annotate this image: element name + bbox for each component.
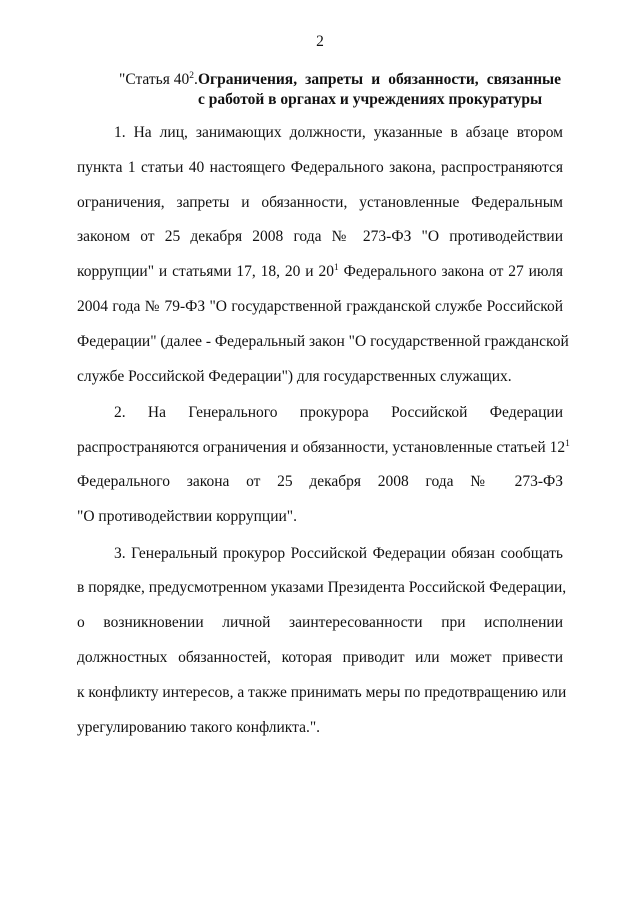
paragraph-line: о возникновении личной заинтересованности при исполнении [77,614,563,632]
article-number [119,70,198,90]
article-number-superscript: 2 [189,70,194,81]
superscript-index: 1 [565,438,570,449]
paragraph-line [77,255,563,290]
paragraph-line: Федерального закона от 25 декабря 2008 года № 273-ФЗ [77,473,563,491]
paragraph-line: 2. На Генерального прокурора Российской Федерации [114,403,563,421]
superscript-index: 1 [333,263,339,274]
article-body [77,116,570,745]
paragraph-line: 1. На лиц, занимающих должности, указанные в абзаце втором [114,124,563,141]
paragraph-line: урегулированию такого конфликта.". [77,718,321,736]
paragraph-line: законом от 25 декабря 2008 года № 273-ФЗ "О противодействии [77,228,563,246]
paragraph-line: пункта 1 статьи 40 настоящего Федерального закона, распространяются [77,158,563,176]
paragraph-line: "О противодействии коррупции". [77,508,297,526]
article-title [198,70,561,110]
paragraph-2 [77,396,570,535]
paragraph-1 [77,116,569,394]
paragraph-line: 2004 года № 79-ФЗ "О государственной гражданской службе Российской [77,297,563,315]
paragraph-line [77,431,570,466]
paragraph-line: в порядке, предусмотренном указами Президента Российской Федерации, [77,579,567,597]
paragraph-line: ограничения, запреты и обязанности, установленные Федеральным [77,193,563,211]
paragraph-line-part: коррупции" и статьями 17, 18, 20 и 20 [77,263,334,281]
paragraph-line-part: распространяются ограничения и обязанности, установленные статьей 12 [77,438,566,456]
article-title-line-2: с работой в органах и учреждениях прокуратуры [198,91,543,108]
paragraph-line: к конфликту интересов, а также принимать меры по предотвращению или [77,683,567,701]
article-number-dot: . [194,71,198,88]
page-number: 2 [316,33,324,50]
paragraph-3 [77,537,567,746]
paragraph-line: Федерации" (далее - Федеральный закон "О государственной гражданской [77,332,569,350]
article-title-line-1: Ограничения, запреты и обязанности, связанные [198,71,561,88]
paragraph-line: службе Российской Федерации") для государственных служащих. [77,367,512,385]
paragraph-line: 3. Генеральный прокурор Российской Федерации обязан сообщать [114,544,563,562]
article-number-text: "Статья 40 [119,71,190,88]
paragraph-line-part: Федерального закона от 27 июля [338,263,563,281]
paragraph-line: должностных обязанностей, которая приводит или может привести [77,648,563,666]
